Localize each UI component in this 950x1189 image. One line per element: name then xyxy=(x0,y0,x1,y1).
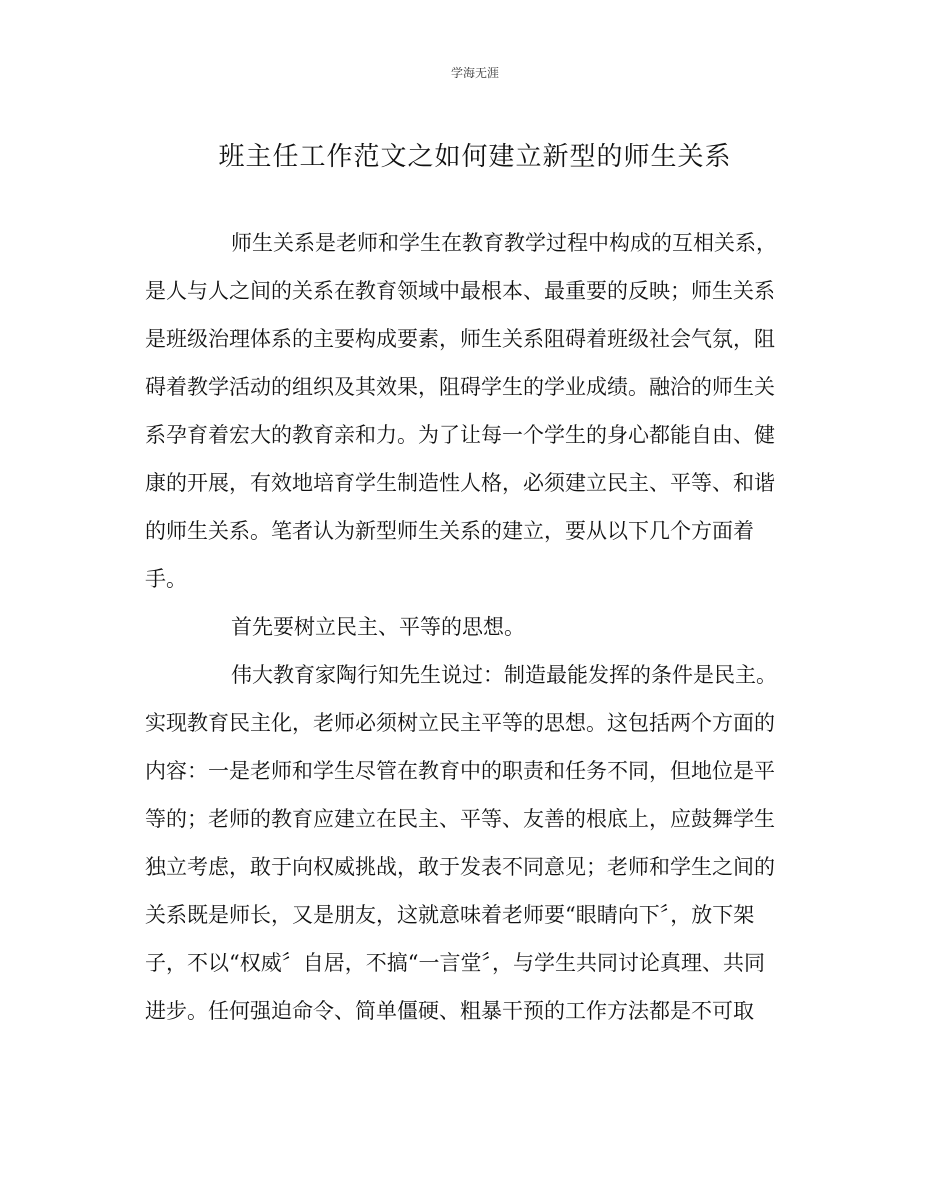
paragraph-line: 实现教育民主化，老师必须树立民主平等的思想。这包括两个方面的 xyxy=(145,711,775,735)
paragraph-line: 内容：一是老师和学生尽管在教育中的职责和任务不同，但地位是平 xyxy=(145,759,775,783)
paragraph-line: 等的；老师的教育应建立在民主、平等、友善的根底上，应鼓舞学生 xyxy=(145,807,775,831)
paragraph-line: 手。 xyxy=(145,567,187,591)
paragraph-3 xyxy=(145,651,805,1035)
page-header: 学海无涯 xyxy=(450,66,499,80)
paragraph-line: 是班级治理体系的主要构成要素，师生关系阻碍着班级社会气氛，阻 xyxy=(145,327,775,351)
paragraph-line: 子，不以“权威〞自居，不搞“一言堂〞，与学生共同讨论真理、共同 xyxy=(145,951,765,975)
paragraph-line: 康的开展，有效地培育学生制造性人格，必须建立民主、平等、和谐 xyxy=(145,471,775,495)
paragraph-line: 关系既是师长，又是朋友，这就意味着老师要“眼睛向下〞，放下架 xyxy=(145,903,755,927)
paragraph-line: 碍着教学活动的组织及其效果，阻碍学生的学业成绩。融洽的师生关 xyxy=(145,375,775,399)
paragraph-line: 首先要树立民主、平等的思想。 xyxy=(231,615,525,639)
paragraph-2 xyxy=(145,603,805,651)
document-body xyxy=(145,219,805,1035)
paragraph-line: 的师生关系。笔者认为新型师生关系的建立，要从以下几个方面着 xyxy=(145,519,754,543)
paragraph-line: 进步。任何强迫命令、简单僵硬、粗暴干预的工作方法都是不可取 xyxy=(145,999,754,1023)
paragraph-1 xyxy=(145,219,805,603)
paragraph-line: 是人与人之间的关系在教育领域中最根本、最重要的反映；师生关系 xyxy=(145,279,775,303)
paragraph-line: 伟大教育家陶行知先生说过：制造最能发挥的条件是民主。 xyxy=(231,663,777,687)
paragraph-line: 系孕育着宏大的教育亲和力。为了让每一个学生的身心都能自由、健 xyxy=(145,423,775,447)
document-title: 班主任工作范文之如何建立新型的师生关系 xyxy=(218,142,732,172)
paragraph-line: 独立考虑，敢于向权威挑战，敢于发表不同意见；老师和学生之间的 xyxy=(145,855,775,879)
paragraph-line: 师生关系是老师和学生在教育教学过程中构成的互相关系， xyxy=(231,231,777,255)
